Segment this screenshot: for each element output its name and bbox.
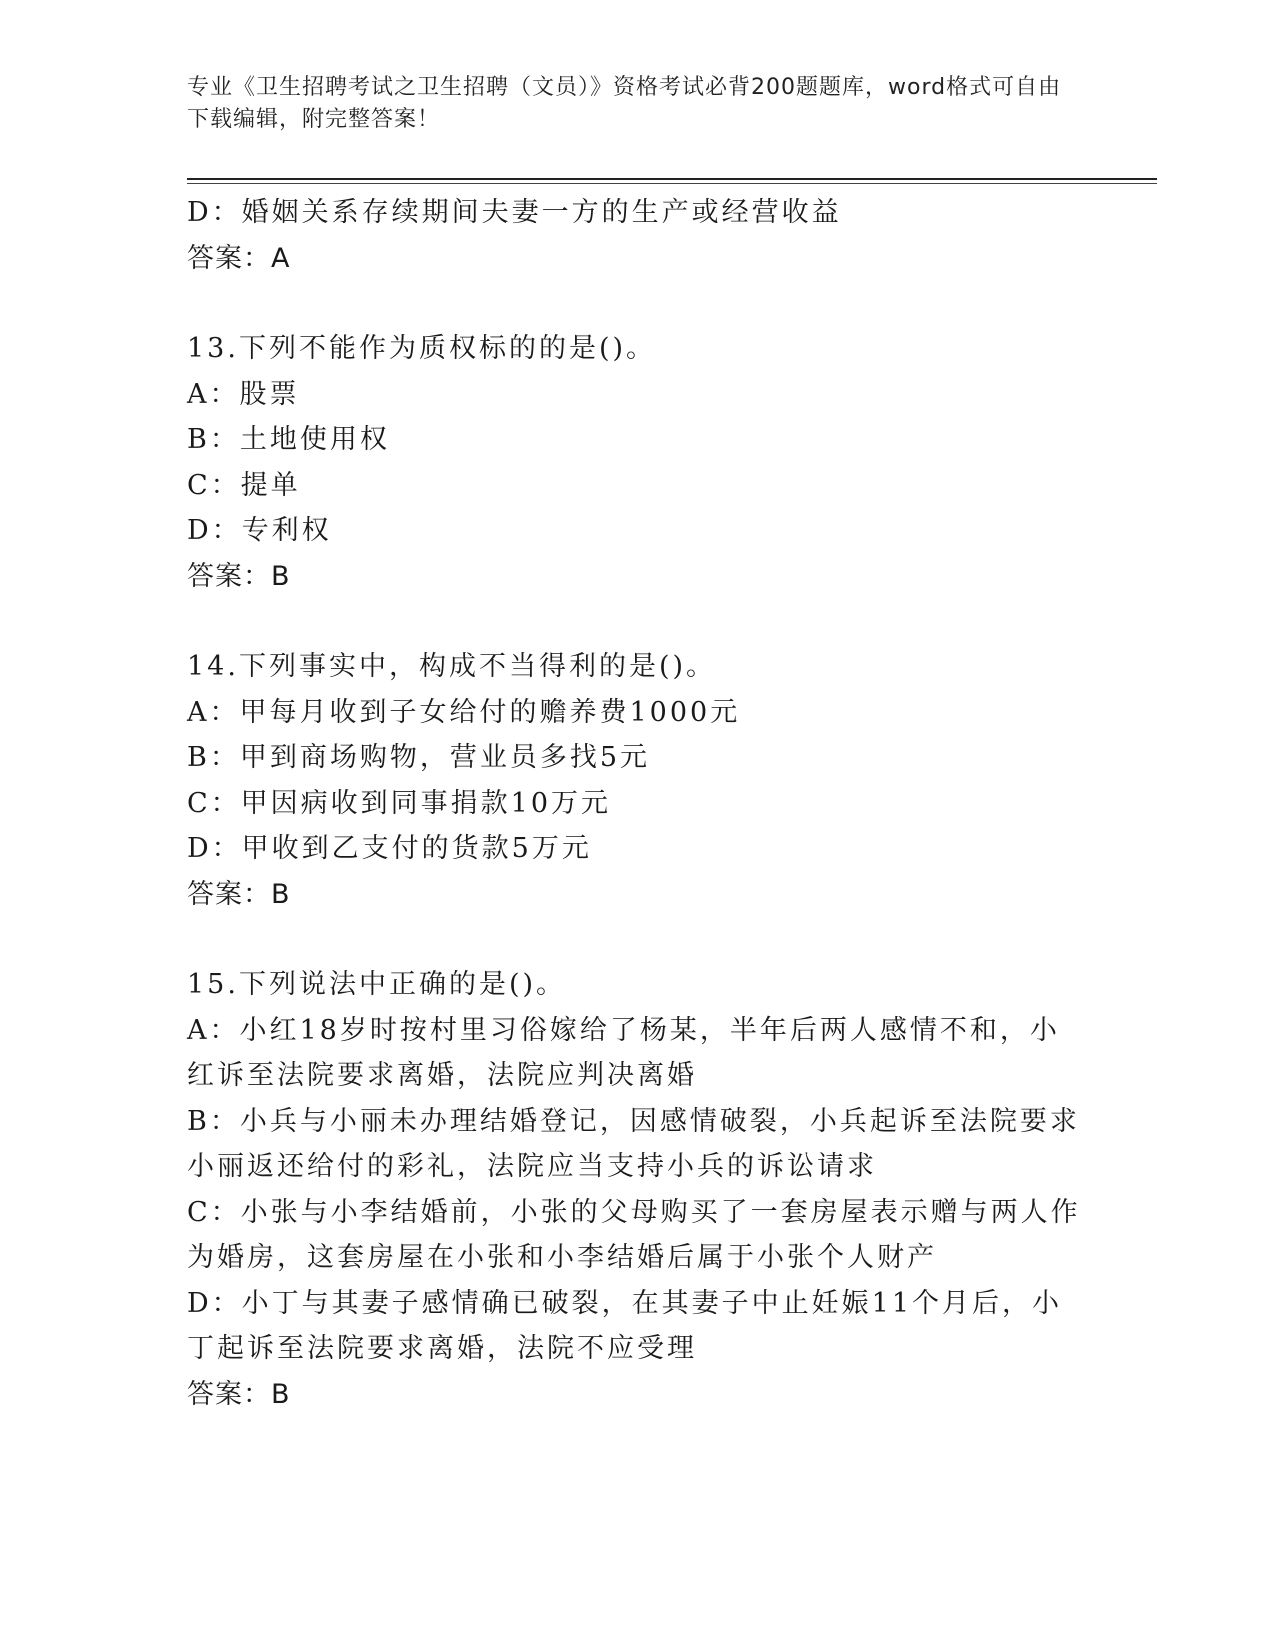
option-d: D：甲收到乙支付的货款5万元 — [187, 833, 592, 864]
option-a: A：小红18岁时按村里习俗嫁给了杨某，半年后两人感情不和，小红诉至法院要求离婚，法院应判决离婚 — [187, 1014, 1060, 1091]
option-c: C：甲因病收到同事捐款10万元 — [187, 787, 612, 819]
question-15 — [187, 962, 1087, 1417]
option-a: A：甲每月收到子女给付的赡养费1000元 — [187, 696, 741, 728]
answer: 答案：B — [187, 560, 291, 592]
page-header: 专业《卫生招聘考试之卫生招聘（文员）》资格考试必背200题题库，word格式可自由下载编辑，附完整答案！ — [187, 75, 1062, 132]
header-divider-thin — [187, 183, 1157, 184]
document-body — [187, 190, 1087, 1417]
question-stem: 15.下列说法中正确的是()。 — [187, 969, 567, 1000]
question-13 — [187, 326, 1087, 599]
header-divider-thick — [187, 178, 1157, 180]
answer: 答案：B — [187, 878, 291, 910]
prev-answer: 答案：A — [187, 242, 291, 274]
option-b: B：土地使用权 — [187, 424, 390, 455]
question-stem: 14.下列事实中，构成不当得利的是()。 — [187, 651, 717, 682]
option-b: B：小兵与小丽未办理结婚登记，因感情破裂，小兵起诉至法院要求小丽返还给付的彩礼，法院应当支持小兵的诉讼请求 — [187, 1105, 1080, 1182]
option-d: D：专利权 — [187, 515, 332, 546]
prev-option-d: D：婚姻关系存续期间夫妻一方的生产或经营收益 — [187, 197, 842, 228]
question-stem: 13.下列不能作为质权标的的是()。 — [187, 333, 657, 364]
option-b: B：甲到商场购物，营业员多找5元 — [187, 742, 651, 773]
option-a: A：股票 — [187, 378, 300, 410]
option-c: C：提单 — [187, 469, 301, 501]
option-d: D：小丁与其妻子感情确已破裂，在其妻子中止妊娠11个月后，小丁起诉至法院要求离婚，法院不应受理 — [187, 1287, 1063, 1364]
question-14 — [187, 644, 1087, 917]
answer: 答案：B — [187, 1378, 291, 1410]
option-c: C：小张与小李结婚前，小张的父母购买了一套房屋表示赠与两人作为婚房，这套房屋在小张和小李结婚后属于小张个人财产 — [187, 1196, 1081, 1273]
